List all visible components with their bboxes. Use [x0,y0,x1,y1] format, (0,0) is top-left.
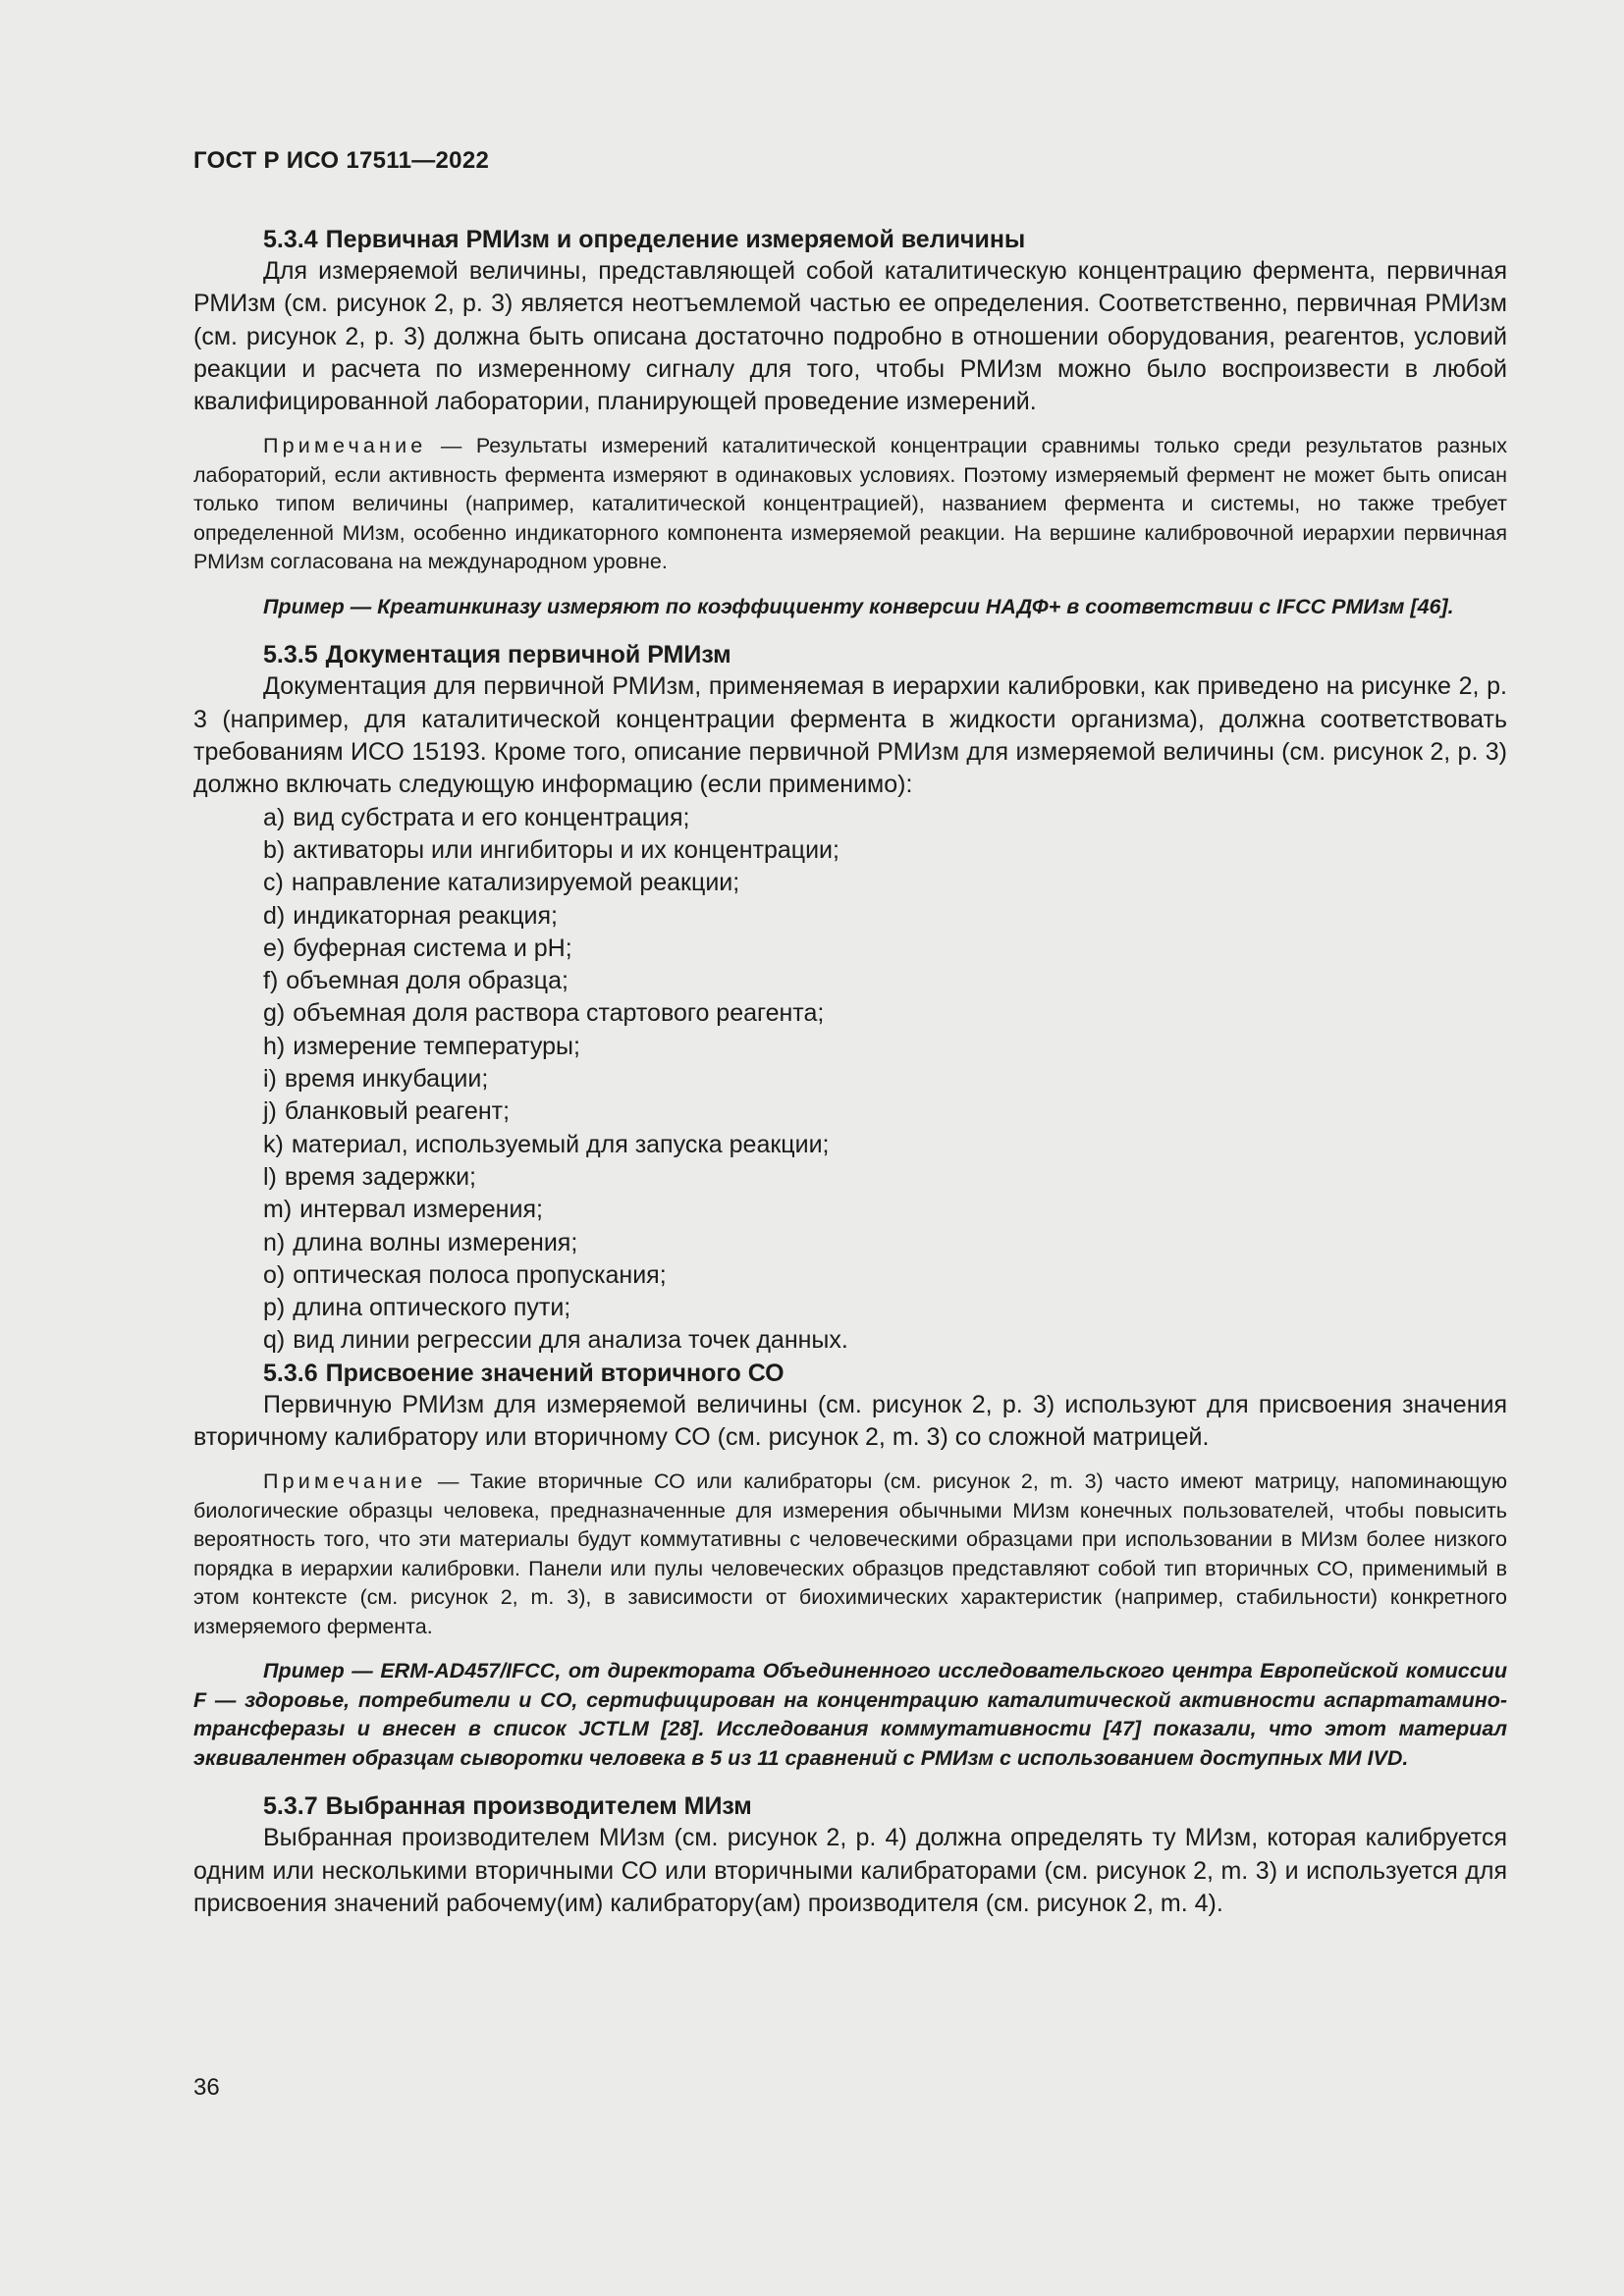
note-text: — Такие вторичные СО или калибраторы (см. рисунок 2, m. 3) часто имеют матрицу, напоминающую биологические образцы человека, предназначенные для измерения обычными МИзм конечных пользователей, чтобы повысить вероятность того, что эти материалы будут коммутативны с человеческими образцами при использовании в МИзм более низкого порядка в иерархии калибровки. Панели или пулы человеческих образцов представляют собой тип вторичных СО, применимый в этом контексте (см. рисунок 2, m. 3), в зависимости от биохимических характеристик (например, стабильности) конкретного измеряемого фермента. [193,1469,1507,1638]
list-marker: a) [263,803,286,831]
list-item [263,1063,1507,1095]
requirements-list [193,802,1507,1358]
list-item-text: время задержки; [284,1162,476,1191]
list-marker: n) [263,1228,286,1256]
list-item-text: активаторы или ингибиторы и их концентрации; [293,835,839,864]
list-marker: f) [263,967,279,995]
list-item [263,900,1507,933]
list-item-text: направление катализируемой реакции; [291,869,740,897]
list-item [263,965,1507,997]
list-marker: q) [263,1326,286,1355]
list-item-text: объемная доля образца; [286,967,568,995]
section-5-3-4-body: Для измеряемой величины, представляющей собой каталитическую концентрацию фермента, первичная РМИзм (см. рисунок 2, p. 3) является неотъемлемой частью ее определения. Соответственно, первичная РМИзм (см. рисунок 2, p. 3) должна быть описана достаточно подробно в отношении оборудования, реагентов, условий реакции и расчета по измеренному сигналу для того, чтобы РМИзм можно было воспроизвести в любой квалифицированной лаборатории, планирующей проведение измерений. [193,257,1507,416]
list-item-text: измерение температуры; [293,1032,580,1060]
list-item [263,802,1507,834]
spacer [193,1773,1507,1790]
list-item [263,1259,1507,1292]
section-5-3-6-note [193,1468,1507,1641]
list-item [263,1031,1507,1063]
list-marker: m) [263,1196,293,1224]
section-5-3-4-note [193,432,1507,577]
list-item [263,1161,1507,1194]
section-5-3-6-body: Первичную РМИзм для измеряемой величины (см. рисунок 2, p. 3) используют для присвоения значения вторичному калибратору или вторичному СО (см. рисунок 2, m. 3) со сложной матрицей. [193,1390,1507,1452]
spacer [193,621,1507,639]
list-marker: p) [263,1294,286,1322]
list-item-text: буферная система и pH; [293,934,572,962]
list-item-text: интервал измерения; [299,1196,543,1224]
list-item-text: время инкубации; [284,1065,489,1094]
section-5-3-4-example: Пример — Креатинкиназу измеряют по коэффициенту конверсии НАДФ+ в соответствии с IFCC РМИзм [46]. [263,594,1454,618]
section-title: Присвоение значений вторичного СО [325,1359,785,1387]
list-item [263,834,1507,867]
section-heading-5-3-5 [193,639,1507,670]
section-5-3-5-body: Документация для первичной РМИзм, применяемая в иерархии калибровки, как приведено на рисунке 2, p. 3 (например, для каталитической концентрации фермента в жидкости организма), должна соответствовать требованиям ИСО 15193. Кроме того, описание первичной РМИзм для измеряемой величины (см. рисунок 2, p. 3) должно включать следующую информацию (если применимо): [193,672,1507,799]
list-item-text: длина оптического пути; [293,1294,571,1322]
list-marker: d) [263,901,286,930]
list-marker: c) [263,869,284,897]
list-item [263,1194,1507,1226]
page-number: 36 [193,2074,220,2101]
list-item-text: вид линии регрессии для анализа точек данных. [293,1326,848,1355]
section-heading-5-3-6 [193,1358,1507,1389]
list-item [263,1324,1507,1357]
list-marker: e) [263,934,286,962]
section-title: Выбранная производителем МИзм [325,1792,752,1821]
list-item [263,1227,1507,1259]
list-item-text: длина волны измерения; [293,1228,578,1256]
list-item [263,1292,1507,1324]
section-5-3-6-example: Пример — ERM-AD457/IFCC, от директората Объединенного исследовательского центра Европейской комиссии F — здоровье, потребители и СО, сертифицирован на концентрацию каталитической активности аспартатамино-трансферазы и внесен в список JCTLM [28]. Исследования коммутативности [47] показали, что этот материал эквивалентен образцам сыворотки человека в 5 из 11 сравнений с РМИзм с использованием доступных МИ IVD. [193,1659,1507,1770]
list-item [263,1129,1507,1161]
document-content [193,224,1507,1920]
section-title: Первичная РМИзм и определение измеряемой величины [325,226,1026,253]
section-number: 5.3.4 [263,226,318,253]
list-item-text: вид субстрата и его концентрация; [293,803,690,831]
list-item-text: оптическая полоса пропускания; [293,1260,667,1289]
list-item [263,997,1507,1030]
note-text: — Результаты измерений каталитической концентрации сравнимы только среди результатов разных лабораторий, если активность фермента измеряют в одинаковых условиях. Поэтому измеряемый фермент не может быть описан только типом величины (например, каталитической концентрацией), названием фермента и системы, но также требует определенной МИзм, особенно индикаторного компонента измеряемой реакции. На вершине калибровочной иерархии первичная РМИзм согласована на международном уровне. [193,434,1507,574]
list-item [263,1095,1507,1128]
document-header: ГОСТ Р ИСО 17511—2022 [193,147,490,174]
list-item [263,933,1507,965]
list-item [263,867,1507,899]
list-marker: i) [263,1065,277,1094]
list-marker: h) [263,1032,286,1060]
list-marker: j) [263,1097,277,1126]
list-marker: o) [263,1260,286,1289]
note-label: Примечание [263,434,427,458]
list-item-text: бланковый реагент; [284,1097,511,1126]
list-marker: l) [263,1162,277,1191]
section-heading-5-3-7 [193,1790,1507,1822]
section-title: Документация первичной РМИзм [325,641,731,669]
list-item-text: объемная доля раствора стартового реагента; [293,999,825,1028]
list-marker: g) [263,999,286,1028]
note-label: Примечание [263,1469,427,1494]
list-marker: b) [263,835,286,864]
section-number: 5.3.6 [263,1359,318,1387]
section-number: 5.3.5 [263,641,318,669]
section-number: 5.3.7 [263,1792,318,1821]
section-heading-5-3-4 [193,224,1507,255]
list-item-text: индикаторная реакция; [293,901,558,930]
list-marker: k) [263,1130,284,1158]
list-item-text: материал, используемый для запуска реакции; [291,1130,830,1158]
section-5-3-7-body: Выбранная производителем МИзм (см. рисунок 2, p. 4) должна определять ту МИзм, которая калибруется одним или несколькими вторичными СО или вторичными калибраторами (см. рисунок 2, m. 3) и используется для присвоения значений рабочему(им) калибратору(ам) производителя (см. рисунок 2, m. 4). [193,1824,1507,1917]
